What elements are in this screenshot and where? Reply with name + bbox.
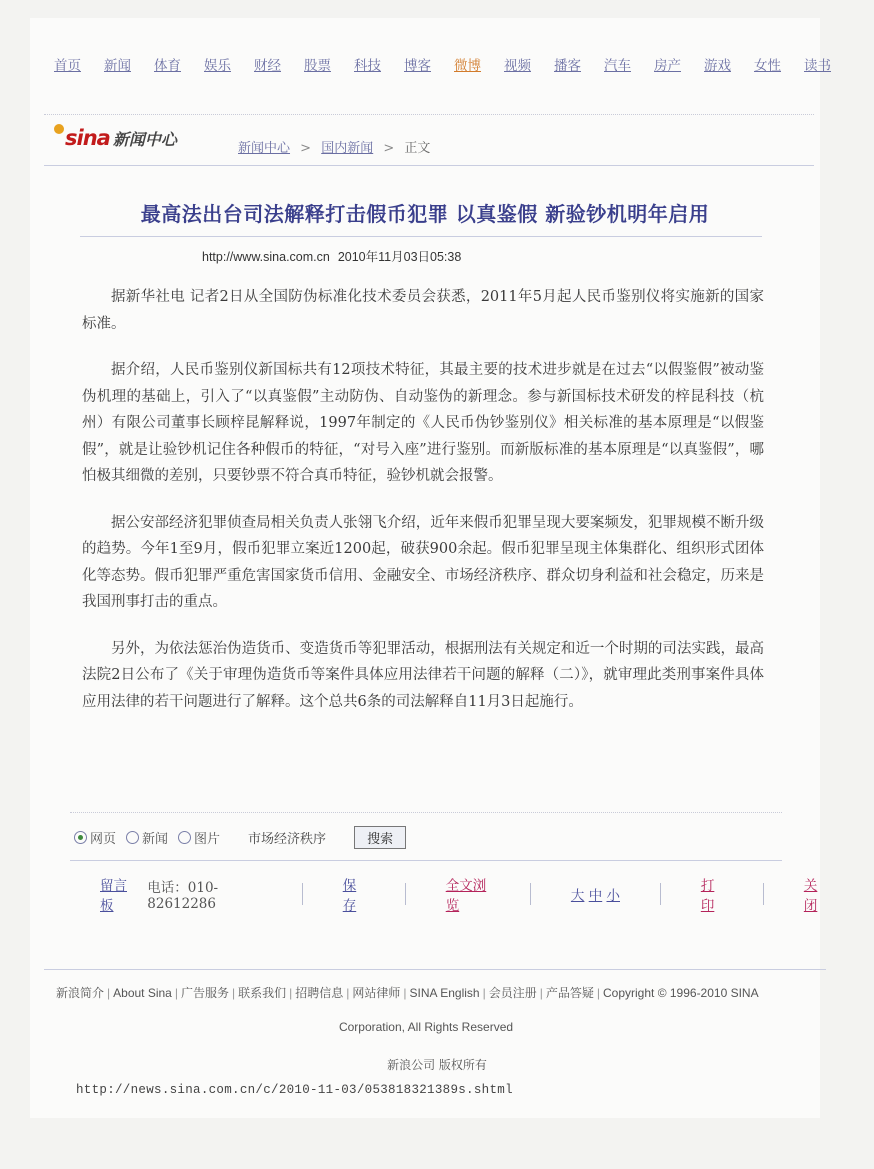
footer-corporation: Corporation, All Rights Reserved	[338, 1020, 514, 1034]
nav-item-women[interactable]: 女性	[754, 58, 781, 74]
search-option-label: 网页	[90, 832, 117, 847]
separator	[405, 883, 406, 905]
breadcrumb-separator: >	[300, 141, 312, 156]
fullview-link[interactable]: 全文浏览	[445, 878, 487, 914]
search-option-news[interactable]	[126, 828, 168, 847]
footer-link-register[interactable]: 会员注册	[488, 986, 537, 1000]
divider	[44, 969, 826, 970]
nav-item-sports[interactable]: 体育	[154, 58, 181, 74]
search-bar	[74, 826, 406, 849]
search-option-web[interactable]	[74, 828, 116, 847]
footer-link-about-en[interactable]: About Sina	[113, 986, 172, 1000]
save-link[interactable]: 保存	[342, 878, 357, 914]
radio-selected-icon[interactable]	[74, 831, 87, 844]
breadcrumb-separator: >	[383, 141, 395, 156]
nav-item-tech[interactable]: 科技	[354, 58, 381, 74]
search-option-label: 新闻	[142, 832, 169, 847]
breadcrumb-section[interactable]: 国内新闻	[321, 141, 374, 156]
contact-phone: 电话：010-82612286	[147, 880, 219, 912]
divider	[44, 165, 814, 166]
article-paragraph: 据新华社电 记者2日从全国防伪标准化技术委员会获悉，2011年5月起人民币鉴别仪将实施新的国家标准。	[82, 289, 764, 332]
footer-link-contact[interactable]: 联系我们	[238, 986, 287, 1000]
font-size-medium-link[interactable]: 中	[588, 888, 603, 904]
nav-item-weibo[interactable]: 微博	[454, 58, 481, 74]
article-meta	[202, 247, 461, 265]
nav-item-auto[interactable]: 汽车	[604, 58, 631, 74]
breadcrumb-current: 正文	[404, 141, 431, 156]
breadcrumb-home[interactable]: 新闻中心	[238, 141, 291, 156]
breadcrumb	[238, 137, 430, 156]
article-paragraph: 另外，为依法惩治伪造货币、变造货币等犯罪活动，根据刑法有关规定和近一个时期的司法实践，最高法院2日公布了《关于审理伪造货币等案件具体应用法律若干问题的解释（二）》，就审理此类刑事案件具体应用法律的若干问题进行了解释。这个总共6条的司法解释自11月3日起施行。	[82, 640, 764, 710]
nav-item-stock[interactable]: 股票	[304, 58, 331, 74]
font-size-small-link[interactable]: 小	[606, 888, 620, 904]
article-date: 2010年11月03日05:38	[337, 250, 462, 264]
divider	[44, 114, 814, 115]
search-option-label: 图片	[194, 832, 221, 847]
divider	[70, 812, 782, 813]
article-title: 最高法出台司法解释打击假币犯罪 以真鉴假 新验钞机明年启用	[140, 202, 710, 226]
article-paragraph: 据介绍，人民币鉴别仪新国标共有12项技术特征，其最主要的技术进步就是在过去“以假鉴假”被动鉴伪机理的基础上，引入了“以真鉴假”主动防伪、自动鉴伪的新理念。参与新国标技术研发的梓昆科技（杭州）有限公司董事长顾梓昆解释说，1997年制定的《人民币伪钞鉴别仪》相关标准的基本原理是“以假鉴假”，就是让验钞机记住各种假币的特征，“对号入座”进行鉴别。而新版标准的基本原理是“以真鉴假”，哪怕极其细微的差别，只要钞票不符合真币特征，验钞机就会报警。	[82, 362, 764, 484]
footer-link-lawyer[interactable]: 网站律师	[352, 986, 401, 1000]
search-option-images[interactable]	[178, 828, 220, 847]
nav-item-news[interactable]: 新闻	[104, 58, 131, 74]
separator	[530, 883, 531, 905]
close-link[interactable]: 关闭	[803, 878, 818, 914]
footer-link-ads[interactable]: 广告服务	[180, 986, 229, 1000]
radio-icon[interactable]	[178, 831, 191, 844]
footer-links: 新浪简介 | About Sina | 广告服务 | 联系我们 | 招聘信息 | 网站律师 | SINA English | 会员注册 | 产品答疑 | Copyright © 1996-2010 SINA	[56, 986, 759, 1000]
nav-item-games[interactable]: 游戏	[704, 58, 731, 74]
sina-eye-icon	[54, 124, 64, 134]
separator	[763, 883, 764, 905]
sina-news-logo[interactable]	[54, 126, 177, 150]
nav-item-house[interactable]: 房产	[654, 58, 681, 74]
footer-link-jobs[interactable]: 招聘信息	[295, 986, 344, 1000]
divider	[80, 236, 762, 237]
nav-item-home[interactable]: 首页	[54, 58, 81, 74]
nav-item-blog[interactable]: 博客	[404, 58, 431, 74]
footer-link-about[interactable]: 新浪简介	[56, 986, 105, 1000]
footer-link-english[interactable]: SINA English	[409, 986, 480, 1000]
print-link[interactable]: 打印	[700, 878, 715, 914]
divider	[70, 860, 782, 861]
guestbook-link[interactable]: 留言板	[100, 878, 127, 914]
nav-item-podcast[interactable]: 播客	[554, 58, 581, 74]
separator	[302, 883, 303, 905]
search-button[interactable]: 搜索	[354, 826, 406, 849]
article-body	[82, 284, 764, 735]
font-size-large-link[interactable]: 大	[570, 888, 585, 904]
nav-item-ent[interactable]: 娱乐	[204, 58, 231, 74]
article-toolbar	[100, 874, 826, 914]
search-input[interactable]: 市场经济秩序	[248, 832, 327, 847]
page-url: http://news.sina.com.cn/c/2010-11-03/053818321389s.shtml	[76, 1083, 513, 1097]
separator	[660, 883, 661, 905]
article-source: http://www.sina.com.cn	[202, 250, 330, 264]
nav-item-finance[interactable]: 财经	[254, 58, 281, 74]
footer-rights-cn: 新浪公司 版权所有	[387, 1058, 487, 1072]
article-paragraph: 据公安部经济犯罪侦查局相关负责人张翎飞介绍，近年来假币犯罪呈现大要案频发，犯罪规模不断升级的趋势。今年1至9月，假币犯罪立案近1200起，破获900余起。假币犯罪呈现主体集群化、组织形式团体化等态势。假币犯罪严重危害国家货币信用、金融安全、市场经济秩序、群众切身利益和社会稳定，历来是我国刑事打击的重点。	[82, 514, 764, 610]
top-nav	[54, 54, 831, 74]
radio-icon[interactable]	[126, 831, 139, 844]
logo-subtitle: 新闻中心	[112, 129, 177, 149]
logo-brand: sina	[65, 126, 110, 150]
nav-item-video[interactable]: 视频	[504, 58, 531, 74]
footer-link-faq[interactable]: 产品答疑	[545, 986, 594, 1000]
footer-copyright: Copyright © 1996-2010 SINA	[603, 986, 759, 1000]
nav-item-books[interactable]: 读书	[804, 58, 831, 74]
